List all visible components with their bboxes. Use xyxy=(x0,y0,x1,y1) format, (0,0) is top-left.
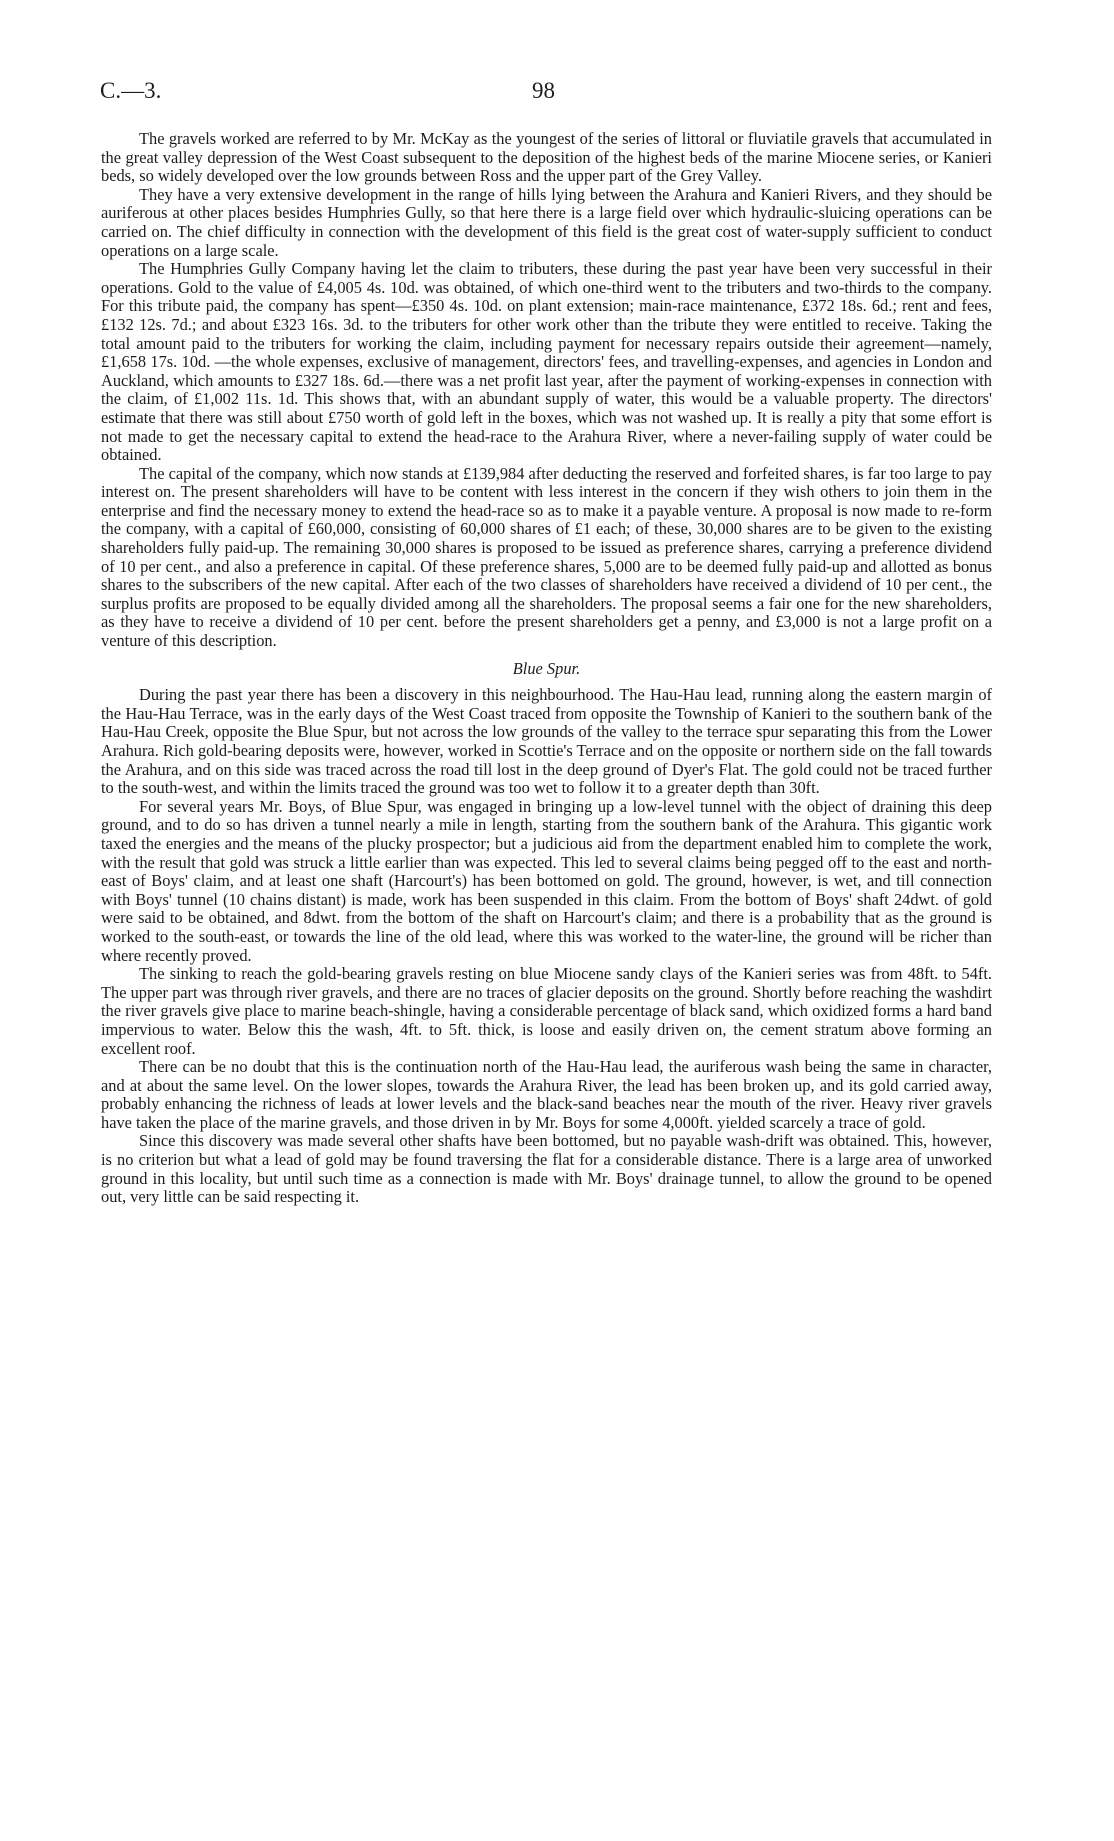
paragraph-gravels-description: The gravels worked are referred to by Mr. McKay as the youngest of the series of littoral or fluviatile gravels that accumulated in the great valley depression of the West Coast subsequent to the deposition of the highest beds of the marine Miocene series, or Kanieri beds, so widely developed over the low grounds between Ross and the upper part of the Grey Valley. xyxy=(101,129,992,186)
page-header xyxy=(100,78,1000,112)
page-number: 98 xyxy=(532,78,555,103)
paragraph-company-capital: The capital of the company, which now stands at £139,984 after deducting the reserved and forfeited shares, is far too large to pay interest on. The present shareholders will have to be content with less interest in the concern if they wish others to join them in the enterprise and find the necessary money to extend the head-race so as to make it a payable venture. A proposal is now made to re-form the company, with a capital of £60,000, consisting of 60,000 shares of £1 each; of these, 30,000 shares are to be given to the existing shareholders fully paid-up. The remaining 30,000 shares is proposed to be issued as preference shares, carrying a preference dividend of 10 per cent., and also a preference in capital. Of these preference shares, 5,000 are to be deemed fully paid-up and allotted as bonus shares to the subscribers of the new capital. After each of the two classes of shareholders have received a dividend of 10 per cent., the surplus profits are proposed to be equally divided among all the shareholders. The proposal seems a fair one for the new shareholders, as they have to receive a dividend of 10 per cent. before the present shareholders get a penny, and £3,000 is not a large profit on a venture of this description. xyxy=(101,463,992,651)
paragraph-sinking-gravels: The sinking to reach the gold-bearing gravels resting on blue Miocene sandy clays of the Kanieri series was from 48ft. to 54ft. The upper part was through river gravels, and there are no traces of glacier deposits on the ground. Shortly before reaching the washdirt the river gravels give place to marine beach-shingle, having a considerable percentage of black sand, which oxidized forms a hard band impervious to water. Below this the wash, 4ft. to 5ft. thick, is loose and easily driven on, the cement stratum above forming an excellent roof. xyxy=(101,964,992,1058)
paragraph-hau-hau-lead: There can be no doubt that this is the continuation north of the Hau-Hau lead, the auriferous wash being the same in character, and at about the same level. On the lower slopes, towards the Arahura River, the lead has been broken up, and its gold carried away, probably enhancing the richness of leads at lower levels and the black-sand beaches near the mouth of the river. Heavy river gravels have taken the place of the marine gravels, and those driven in by Mr. Boys for some 4,000ft. yielded scarcely a trace of gold. xyxy=(101,1057,992,1132)
paragraph-humphries-gully-company: The Humphries Gully Company having let the claim to tributers, these during the past year have been very successful in their operations. Gold to the value of £4,005 4s. 10d. was obtained, of which one-third went to the tributers and two-thirds to the company. For this tribute paid, the company has spent—£350 4s. 10d. on plant extension; main-race maintenance, £372 18s. 6d.; rent and fees, £132 12s. 7d.; and about £323 16s. 3d. to the tributers for other work other than the tribute they were entitled to receive. Taking the total amount paid to the tributers for working the claim, including payment for necessary repairs outside their agreement—namely, £1,658 17s. 10d. —the whole expenses, exclusive of management, directors' fees, and travelling-expenses, and agencies in London and Auckland, which amounts to £327 18s. 6d.—there was a net profit last year, after the payment of working-expenses in connection with the claim, of £1,002 11s. 1d. This shows that, with an abundant supply of water, this would be a valuable property. The directors' estimate that there was still about £750 worth of gold left in the boxes, which was not washed up. It is really a pity that some effort is not made to get the necessary capital to extend the head-race to the Arahura River, where a never-failing supply of water could be obtained. xyxy=(101,259,992,465)
paragraph-other-shafts: Since this discovery was made several other shafts have been bottomed, but no payable wash-drift was obtained. This, however, is no criterion but what a lead of gold may be found traversing the flat for a considerable distance. There is a large area of unworked ground in this locality, but until such time as a connection is made with Mr. Boys' drainage tunnel, to allow the ground to be opened out, very little can be said respecting it. xyxy=(101,1131,992,1207)
body-text xyxy=(101,130,992,1207)
document-reference: C.—3. xyxy=(100,78,162,103)
paragraph-gravels-development: They have a very extensive development in the range of hills lying between the Arahura and Kanieri Rivers, and they should be auriferous at other places besides Humphries Gully, so that here there is a large field over which hydraulic-sluicing operations can be carried on. The chief difficulty in connection with the development of this field is the great cost of water-supply sufficient to conduct operations on a large scale. xyxy=(101,184,992,260)
section-heading-blue-spur: Blue Spur. xyxy=(512,658,581,678)
paragraph-blue-spur-discovery: During the past year there has been a discovery in this neighbourhood. The Hau-Hau lead, running along the eastern margin of the Hau-Hau Terrace, was in the early days of the West Coast traced from opposite the Township of Kanieri to the southern bank of the Hau-Hau Creek, opposite the Blue Spur, but not across the low grounds of the valley to the terrace spur separating this from the Lower Arahura. Rich gold-bearing deposits were, however, worked in Scottie's Terrace and on the opposite or northern side on the fall towards the Arahura, and on this side was traced across the road till lost in the deep ground of Dyer's Flat. The gold could not be traced further to the south-west, and within the limits traced the ground was too wet to follow it to a greater depth than 30ft. xyxy=(101,685,992,798)
paragraph-boys-tunnel: For several years Mr. Boys, of Blue Spur, was engaged in bringing up a low-level tunnel with the object of draining this deep ground, and to do so has driven a tunnel nearly a mile in length, starting from the southern bank of the Arahura. This gigantic work taxed the energies and the means of the plucky prospector; but a judicious aid from the department enabled him to complete the work, with the result that gold was struck a little earlier than was expected. This led to several claims being pegged off to the east and north-east of Boys' claim, and at least one shaft (Harcourt's) has been bottomed on gold. The ground, however, is wet, and till connection with Boys' tunnel (10 chains distant) is made, work has been suspended in this claim. From the bottom of Boys' shaft 24dwt. of gold were said to be obtained, and 8dwt. from the bottom of the shaft on Harcourt's claim; and there is a probability that as the ground is worked to the south-east, or towards the line of the old lead, where this was worked to the water-line, the ground will be richer than where recently proved. xyxy=(101,796,992,965)
